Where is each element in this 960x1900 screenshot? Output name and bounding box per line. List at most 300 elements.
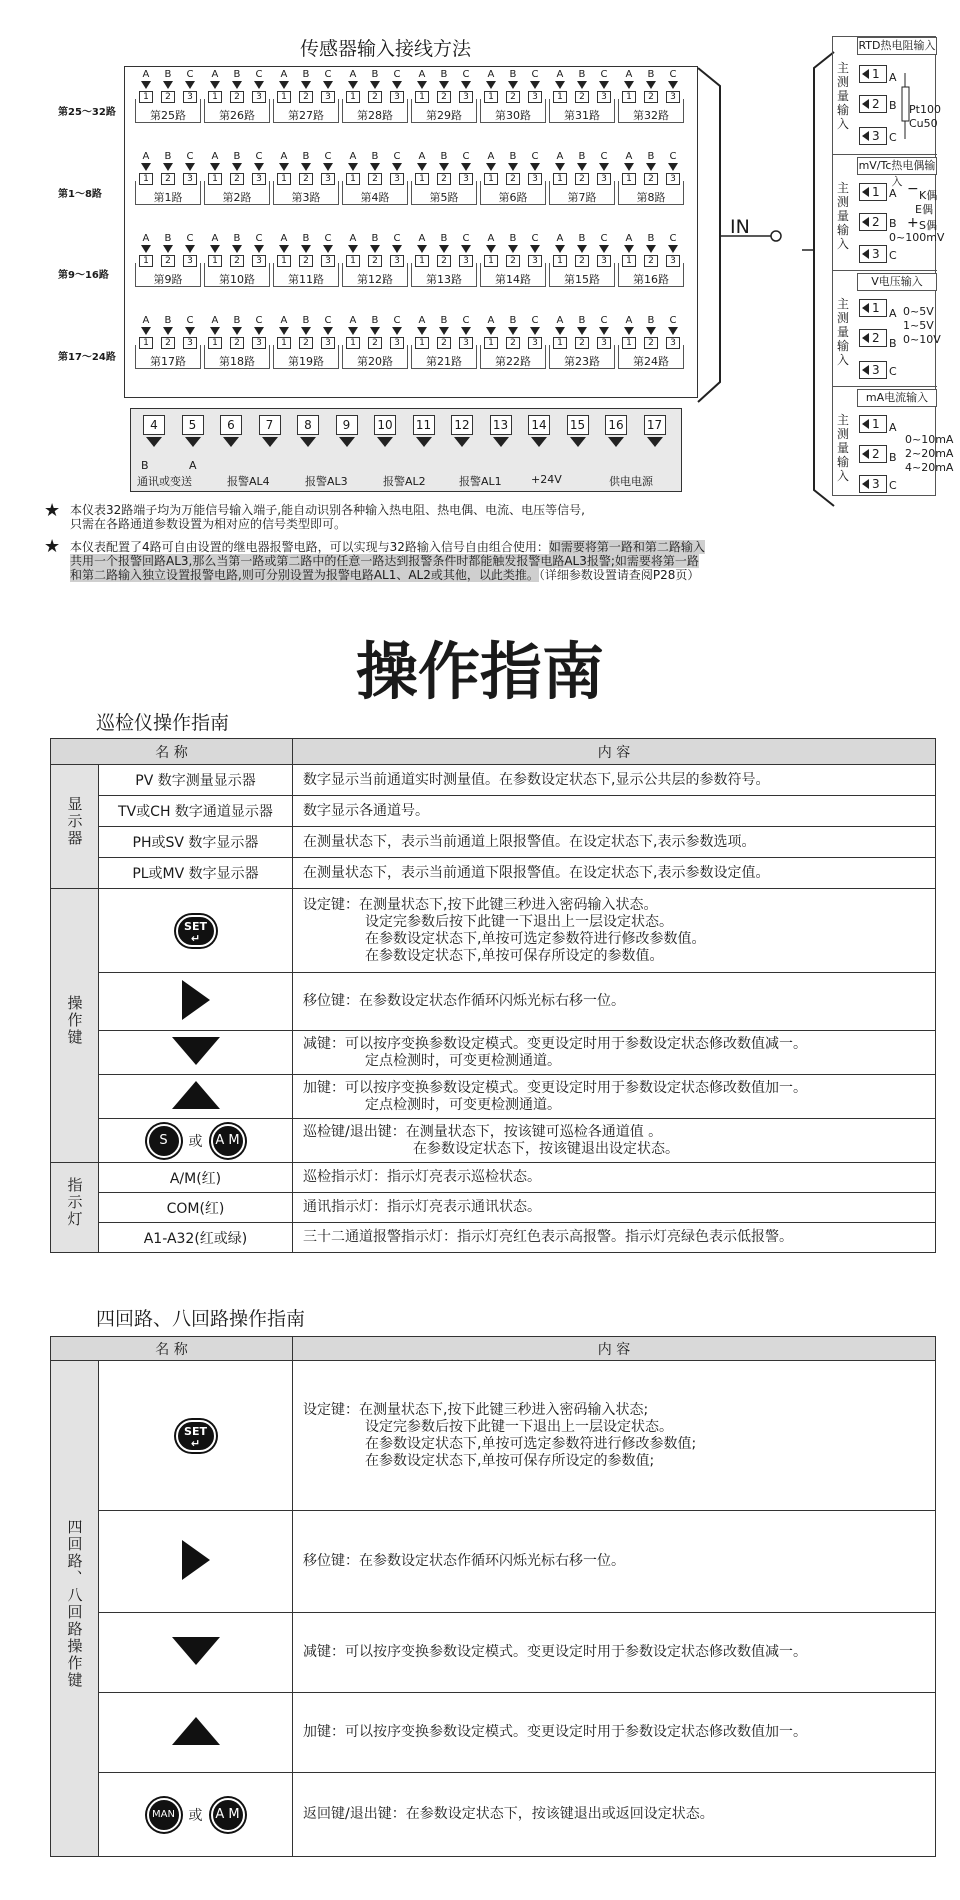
pin-number: 3 bbox=[183, 173, 197, 185]
terminal-14: 14 bbox=[528, 415, 550, 435]
channel-label: 第23路 bbox=[564, 355, 600, 368]
ma-terminal-1: 1 bbox=[859, 415, 887, 433]
table2-title: 四回路、八回路操作指南 bbox=[96, 1308, 306, 1330]
down-key-desc: 减键：可以按序变换参数设定模式。变更设定时用于参数设定状态修改数值减一。 定点检测时，可变更检测通道。 bbox=[293, 1031, 936, 1075]
channel-block bbox=[618, 315, 684, 375]
up-key-cell bbox=[99, 1075, 293, 1119]
channel-block bbox=[618, 69, 684, 129]
channel-label: 第31路 bbox=[564, 109, 600, 122]
up-key-icon-2 bbox=[172, 1717, 220, 1745]
pin-letter: A bbox=[487, 233, 495, 244]
channel-row bbox=[135, 315, 689, 375]
pin-letter: C bbox=[255, 69, 263, 80]
channel-label: 第27路 bbox=[288, 109, 324, 122]
pin-number: 3 bbox=[528, 91, 542, 103]
terminal-17: 17 bbox=[644, 415, 666, 435]
pin-number: 1 bbox=[622, 173, 636, 185]
table-row bbox=[51, 1361, 936, 1511]
channel-label: 第6路 bbox=[498, 191, 528, 204]
pin-number: 2 bbox=[644, 337, 658, 349]
pin-number: 1 bbox=[139, 173, 153, 185]
table-row bbox=[51, 973, 936, 1031]
pin-number: 3 bbox=[390, 337, 404, 349]
pin-letter: C bbox=[393, 69, 401, 80]
pin-number: 2 bbox=[575, 91, 589, 103]
pin-number: 2 bbox=[299, 337, 313, 349]
pin-letter: C bbox=[186, 69, 194, 80]
pin-number: 3 bbox=[459, 255, 473, 267]
pin-number: 2 bbox=[506, 337, 520, 349]
channel-label: 第28路 bbox=[357, 109, 393, 122]
channel-label: 第25路 bbox=[150, 109, 186, 122]
terminal-arrow-icon bbox=[570, 437, 586, 447]
rtd-terminal-1: 1 bbox=[859, 65, 887, 83]
table-row bbox=[51, 1075, 936, 1119]
pin-letter: B bbox=[302, 151, 310, 162]
channel-block bbox=[342, 69, 408, 129]
group-label-1-8: 第1～8路 bbox=[58, 189, 102, 200]
channel-label: 第19路 bbox=[288, 355, 324, 368]
pin-number: 1 bbox=[139, 255, 153, 267]
pin-number: 1 bbox=[622, 91, 636, 103]
terminal-arrow-icon bbox=[647, 437, 663, 447]
pin-number: 3 bbox=[390, 255, 404, 267]
pin-number: 1 bbox=[208, 337, 222, 349]
bottom-small-b: B bbox=[141, 459, 149, 472]
pin-letter: C bbox=[600, 315, 608, 326]
pin-letter: A bbox=[142, 151, 150, 162]
pin-letter: B bbox=[233, 151, 241, 162]
scan-key-desc: 巡检键/退出键：在测量状态下，按该键可巡检各通道值 。 在参数设定状态下，按该键退出设定状态。 bbox=[293, 1119, 936, 1163]
ma-section bbox=[833, 387, 954, 497]
pin-letter: C bbox=[462, 233, 470, 244]
channel-block bbox=[618, 151, 684, 211]
or-label: 或 bbox=[188, 1133, 203, 1150]
bottom-small-a: A bbox=[189, 459, 197, 472]
v-side-label: 主测量输入 bbox=[836, 297, 849, 367]
pin-letter: C bbox=[669, 315, 677, 326]
pin-letter: A bbox=[487, 69, 495, 80]
tc-terminal-1: 1 bbox=[859, 183, 887, 201]
row-name: PV 数字测量显示器 bbox=[99, 765, 293, 796]
pin-number: 2 bbox=[230, 337, 244, 349]
pin-letter: A bbox=[487, 315, 495, 326]
ma-r2: 2~20mA bbox=[905, 447, 954, 460]
channel-block bbox=[204, 151, 270, 211]
pin-letter: A bbox=[349, 315, 357, 326]
channel-label: 第32路 bbox=[633, 109, 669, 122]
rtd-title: RTD热电阻输入 bbox=[857, 37, 937, 55]
pin-number: 1 bbox=[415, 337, 429, 349]
pin-number: 2 bbox=[575, 173, 589, 185]
channel-label: 第15路 bbox=[564, 273, 600, 286]
rtd-side-label: 主测量输入 bbox=[836, 61, 849, 131]
terminal-7: 7 bbox=[259, 415, 281, 435]
ma-title: mA电流输入 bbox=[857, 389, 937, 407]
cat-keys: 操作键 bbox=[51, 889, 99, 1163]
channel-label: 第26路 bbox=[219, 109, 255, 122]
v-c: C bbox=[889, 365, 897, 378]
pin-number: 3 bbox=[252, 337, 266, 349]
pin-letter: A bbox=[280, 315, 288, 326]
pin-number: 3 bbox=[528, 173, 542, 185]
pin-letter: C bbox=[186, 315, 194, 326]
set-key-icon: SET ↵ bbox=[176, 915, 216, 947]
wiring-title: 传感器输入接线方法 bbox=[300, 38, 472, 60]
table1 bbox=[50, 738, 936, 1253]
pin-letter: A bbox=[349, 69, 357, 80]
pin-letter: C bbox=[186, 233, 194, 244]
pin-number: 2 bbox=[506, 91, 520, 103]
pin-letter: B bbox=[164, 151, 172, 162]
pin-number: 2 bbox=[368, 173, 382, 185]
channel-row bbox=[135, 69, 689, 129]
pin-letter: A bbox=[280, 233, 288, 244]
set-key-cell bbox=[99, 889, 293, 973]
pin-letter: C bbox=[600, 151, 608, 162]
pin-number: 2 bbox=[161, 337, 175, 349]
tc-title: mV/Tc热电偶输入 bbox=[858, 159, 936, 188]
ma-r1: 0~10mA bbox=[905, 433, 954, 446]
man-key-icon: MAN bbox=[147, 1798, 181, 1832]
pin-letter: B bbox=[647, 69, 655, 80]
row-content: 在测量状态下，表示当前通道上限报警值。在设定状态下,表示参数选项。 bbox=[293, 827, 936, 858]
am-key-icon: A M bbox=[211, 1124, 245, 1158]
pin-letter: B bbox=[164, 315, 172, 326]
pin-number: 1 bbox=[415, 173, 429, 185]
ma-terminal-2: 2 bbox=[859, 445, 887, 463]
pin-letter: C bbox=[186, 151, 194, 162]
rtd-b: B bbox=[889, 99, 897, 112]
channel-label: 第7路 bbox=[567, 191, 597, 204]
up-key-cell-2 bbox=[99, 1693, 293, 1773]
set-key-icon-2: SET ↵ bbox=[176, 1420, 216, 1452]
table1-header bbox=[51, 739, 936, 765]
pin-letter: C bbox=[393, 151, 401, 162]
pin-number: 2 bbox=[644, 255, 658, 267]
group-label-17-24: 第17～24路 bbox=[58, 352, 116, 363]
terminal-panel bbox=[124, 66, 698, 398]
pin-number: 2 bbox=[299, 91, 313, 103]
set-key-desc: 设定键：在测量状态下,按下此键三秒进入密码输入状态。 设定完参数后按下此键一下退出上一层设定状态。 在参数设定状态下,单按可选定参数符进行修改参数值。 在参数设定状态下,单按可保存所设定的参数值。 bbox=[293, 889, 936, 973]
table-row bbox=[51, 1031, 936, 1075]
table-row bbox=[51, 858, 936, 889]
pin-number: 1 bbox=[553, 255, 567, 267]
tc-terminal-3: 3 bbox=[859, 245, 887, 263]
pin-letter: B bbox=[371, 233, 379, 244]
terminal-5: 5 bbox=[182, 415, 204, 435]
cat-lights: 指示灯 bbox=[51, 1163, 99, 1253]
channel-block bbox=[618, 233, 684, 293]
channel-block bbox=[135, 69, 201, 129]
tc-side-label: 主测量输入 bbox=[836, 181, 849, 251]
pin-number: 1 bbox=[553, 173, 567, 185]
bottom-label: 报警AL4 bbox=[227, 475, 270, 488]
terminal-arrow-icon bbox=[223, 437, 239, 447]
pin-number: 3 bbox=[459, 173, 473, 185]
terminal-6: 6 bbox=[220, 415, 242, 435]
pin-letter: A bbox=[211, 151, 219, 162]
channel-label: 第29路 bbox=[426, 109, 462, 122]
pin-letter: B bbox=[647, 315, 655, 326]
channel-block bbox=[342, 151, 408, 211]
table2-header bbox=[51, 1337, 936, 1361]
pin-number: 3 bbox=[252, 255, 266, 267]
shift-key-cell-2 bbox=[99, 1511, 293, 1613]
ma-c: C bbox=[889, 479, 897, 492]
pin-number: 1 bbox=[553, 337, 567, 349]
channel-block bbox=[135, 151, 201, 211]
pin-number: 2 bbox=[506, 255, 520, 267]
pin-letter: B bbox=[509, 233, 517, 244]
pin-letter: A bbox=[418, 233, 426, 244]
pin-number: 2 bbox=[299, 173, 313, 185]
terminal-4: 4 bbox=[143, 415, 165, 435]
bottom-label: 报警AL2 bbox=[383, 475, 426, 488]
table-row bbox=[51, 1223, 936, 1253]
pin-number: 3 bbox=[597, 337, 611, 349]
pin-number: 3 bbox=[321, 337, 335, 349]
pin-letter: B bbox=[371, 151, 379, 162]
group-label-9-16: 第9～16路 bbox=[58, 270, 109, 281]
pin-letter: B bbox=[164, 69, 172, 80]
pin-letter: C bbox=[531, 315, 539, 326]
ma-r3: 4~20mA bbox=[905, 461, 954, 474]
pin-letter: C bbox=[393, 233, 401, 244]
channel-row bbox=[135, 233, 689, 293]
ma-terminal-3: 3 bbox=[859, 475, 887, 493]
pin-letter: A bbox=[142, 233, 150, 244]
channel-block bbox=[273, 233, 339, 293]
terminal-arrow-icon bbox=[185, 437, 201, 447]
pin-number: 3 bbox=[528, 255, 542, 267]
am-key-icon-2: A M bbox=[211, 1798, 245, 1832]
pin-number: 1 bbox=[277, 255, 291, 267]
table-row bbox=[51, 1613, 936, 1693]
row-content: 数字显示各通道号。 bbox=[293, 796, 936, 827]
pin-letter: A bbox=[556, 69, 564, 80]
v-b: B bbox=[889, 337, 897, 350]
pin-letter: A bbox=[556, 233, 564, 244]
terminal-8: 8 bbox=[297, 415, 319, 435]
pin-letter: C bbox=[669, 151, 677, 162]
pin-letter: B bbox=[440, 315, 448, 326]
terminal-15: 15 bbox=[567, 415, 589, 435]
pin-number: 2 bbox=[506, 173, 520, 185]
terminal-arrow-icon bbox=[377, 437, 393, 447]
channel-label: 第13路 bbox=[426, 273, 462, 286]
rtd-pt100: Pt100 bbox=[909, 103, 941, 116]
channel-block bbox=[549, 69, 615, 129]
row-content: 三十二通道报警指示灯：指示灯亮红色表示高报警。指示灯亮绿色表示低报警。 bbox=[293, 1223, 936, 1253]
tc-plus: + bbox=[907, 215, 919, 231]
pin-letter: A bbox=[280, 69, 288, 80]
pin-number: 1 bbox=[484, 255, 498, 267]
note-star-icon-2: ★ bbox=[44, 536, 61, 557]
note2-line3a: 和第二路输入独立设置报警电路,则可分别设置为报警电路AL1、AL2或其他，以此类推。 bbox=[70, 568, 539, 582]
pin-letter: C bbox=[324, 69, 332, 80]
row-content: 巡检指示灯：指示灯亮表示巡检状态。 bbox=[293, 1163, 936, 1193]
scan-key-cell bbox=[99, 1119, 293, 1163]
channel-label: 第10路 bbox=[219, 273, 255, 286]
tc-b: B bbox=[889, 217, 897, 230]
pin-number: 2 bbox=[161, 173, 175, 185]
channel-label: 第16路 bbox=[633, 273, 669, 286]
pin-letter: C bbox=[255, 315, 263, 326]
terminal-arrow-icon bbox=[339, 437, 355, 447]
ma-b: B bbox=[889, 451, 897, 464]
row-name: COM(红) bbox=[99, 1193, 293, 1223]
up-key-desc-2: 加键：可以按序变换参数设定模式。变更设定时用于参数设定状态修改数值加一。 bbox=[293, 1693, 936, 1773]
pin-number: 3 bbox=[183, 255, 197, 267]
pin-letter: B bbox=[509, 315, 517, 326]
page-title: 操作指南 bbox=[356, 635, 605, 708]
header-content: 内 容 bbox=[293, 1337, 936, 1361]
pin-number: 2 bbox=[644, 173, 658, 185]
channel-row bbox=[135, 151, 689, 211]
down-key-desc-2: 减键：可以按序变换参数设定模式。变更设定时用于参数设定状态修改数值减一。 bbox=[293, 1613, 936, 1693]
pin-number: 1 bbox=[139, 337, 153, 349]
pin-number: 1 bbox=[346, 91, 360, 103]
pin-number: 2 bbox=[575, 337, 589, 349]
pin-number: 2 bbox=[368, 337, 382, 349]
pin-number: 2 bbox=[437, 255, 451, 267]
back-key-desc-2: 返回键/退出键：在参数设定状态下，按该键退出或返回设定状态。 bbox=[293, 1773, 936, 1857]
pin-letter: B bbox=[302, 315, 310, 326]
pin-number: 2 bbox=[437, 337, 451, 349]
in-label: IN bbox=[730, 216, 750, 238]
pin-number: 1 bbox=[553, 91, 567, 103]
v-r1: 0~5V bbox=[903, 305, 934, 318]
channel-label: 第30路 bbox=[495, 109, 531, 122]
pin-letter: A bbox=[418, 151, 426, 162]
pin-number: 1 bbox=[484, 91, 498, 103]
pin-number: 3 bbox=[597, 255, 611, 267]
back-key-cell-2 bbox=[99, 1773, 293, 1857]
channel-label: 第11路 bbox=[288, 273, 324, 286]
shift-key-desc: 移位键：在参数设定状态作循环闪烁光标右移一位。 bbox=[293, 973, 936, 1031]
row-name: A1-A32(红或绿) bbox=[99, 1223, 293, 1253]
pin-number: 1 bbox=[208, 173, 222, 185]
channel-label: 第8路 bbox=[636, 191, 666, 204]
pin-number: 1 bbox=[346, 255, 360, 267]
channel-label: 第24路 bbox=[633, 355, 669, 368]
pin-number: 1 bbox=[277, 173, 291, 185]
pin-letter: B bbox=[302, 69, 310, 80]
rtd-cu50: Cu50 bbox=[909, 117, 938, 130]
set-key-desc-2: 设定键：在测量状态下,按下此键三秒进入密码输入状态; 设定完参数后按下此键一下退出上一层设定状态。 在参数设定状态下,单按可选定参数符进行修改参数值; 在参数设定状态下,单按可保存所设定的参数值; bbox=[293, 1361, 936, 1511]
v-r3: 0~10V bbox=[903, 333, 941, 346]
pin-number: 1 bbox=[622, 337, 636, 349]
pin-number: 3 bbox=[459, 91, 473, 103]
pin-letter: C bbox=[531, 151, 539, 162]
pin-letter: B bbox=[440, 69, 448, 80]
header-name: 名 称 bbox=[51, 1337, 293, 1361]
row-name: TV或CH 数字通道显示器 bbox=[99, 796, 293, 827]
channel-label: 第17路 bbox=[150, 355, 186, 368]
channel-label: 第18路 bbox=[219, 355, 255, 368]
rtd-terminal-3: 3 bbox=[859, 127, 887, 145]
channel-block bbox=[549, 315, 615, 375]
terminal-11: 11 bbox=[413, 415, 435, 435]
terminal-arrow-icon bbox=[416, 437, 432, 447]
pin-letter: A bbox=[418, 315, 426, 326]
terminal-13: 13 bbox=[490, 415, 512, 435]
header-name: 名 称 bbox=[51, 739, 293, 765]
pin-number: 3 bbox=[666, 337, 680, 349]
v-terminal-1: 1 bbox=[859, 299, 887, 317]
terminal-arrow-icon bbox=[454, 437, 470, 447]
channel-block bbox=[480, 233, 546, 293]
channel-block bbox=[549, 233, 615, 293]
pin-number: 2 bbox=[161, 255, 175, 267]
pin-number: 1 bbox=[415, 91, 429, 103]
note-star-icon: ★ bbox=[44, 500, 61, 521]
note1-line2: 只需在各路通道参数设置为相对应的信号类型即可。 bbox=[70, 517, 347, 531]
table1-title: 巡检仪操作指南 bbox=[96, 712, 230, 734]
pin-number: 2 bbox=[230, 255, 244, 267]
pin-number: 1 bbox=[208, 91, 222, 103]
table-row bbox=[51, 1119, 936, 1163]
group-label-25-32: 第25～32路 bbox=[58, 107, 116, 118]
pin-letter: B bbox=[578, 233, 586, 244]
pin-letter: C bbox=[669, 233, 677, 244]
table-row bbox=[51, 1193, 936, 1223]
pin-letter: C bbox=[462, 151, 470, 162]
pin-number: 2 bbox=[368, 255, 382, 267]
pin-letter: A bbox=[556, 315, 564, 326]
pin-number: 3 bbox=[390, 91, 404, 103]
tc-a: A bbox=[889, 187, 897, 200]
shift-key-desc-2: 移位键：在参数设定状态作循环闪烁光标右移一位。 bbox=[293, 1511, 936, 1613]
pin-number: 3 bbox=[321, 91, 335, 103]
pin-letter: A bbox=[211, 315, 219, 326]
tc-terminal-2: 2 bbox=[859, 213, 887, 231]
header-content: 内 容 bbox=[293, 739, 936, 765]
table-row bbox=[51, 1511, 936, 1613]
bottom-label: 通讯或变送 bbox=[137, 475, 192, 488]
pin-letter: B bbox=[647, 233, 655, 244]
table-row bbox=[51, 1163, 936, 1193]
pin-letter: A bbox=[211, 233, 219, 244]
pin-number: 2 bbox=[575, 255, 589, 267]
pin-number: 3 bbox=[666, 91, 680, 103]
pin-number: 3 bbox=[666, 173, 680, 185]
channel-label: 第20路 bbox=[357, 355, 393, 368]
tc-k: K偶 bbox=[919, 189, 938, 202]
pin-letter: B bbox=[647, 151, 655, 162]
pin-letter: C bbox=[255, 151, 263, 162]
pin-letter: A bbox=[211, 69, 219, 80]
pin-number: 3 bbox=[321, 255, 335, 267]
pin-number: 2 bbox=[644, 91, 658, 103]
row-content: 通讯指示灯：指示灯亮表示通讯状态。 bbox=[293, 1193, 936, 1223]
channel-block bbox=[204, 69, 270, 129]
down-key-cell bbox=[99, 1031, 293, 1075]
tc-c: C bbox=[889, 249, 897, 262]
tc-section bbox=[833, 155, 945, 271]
terminal-arrow-icon bbox=[493, 437, 509, 447]
pin-number: 3 bbox=[252, 91, 266, 103]
pin-letter: C bbox=[462, 315, 470, 326]
pin-number: 1 bbox=[415, 255, 429, 267]
v-section bbox=[833, 271, 941, 387]
pin-number: 3 bbox=[252, 173, 266, 185]
channel-block bbox=[411, 151, 477, 211]
note2-line1 bbox=[70, 540, 705, 554]
note2-line1a: 本仪表配置了4路可自由设置的继电器报警电路，可以实现与32路输入信号自由组合使用： bbox=[70, 540, 549, 554]
bottom-label: +24V bbox=[531, 473, 562, 486]
